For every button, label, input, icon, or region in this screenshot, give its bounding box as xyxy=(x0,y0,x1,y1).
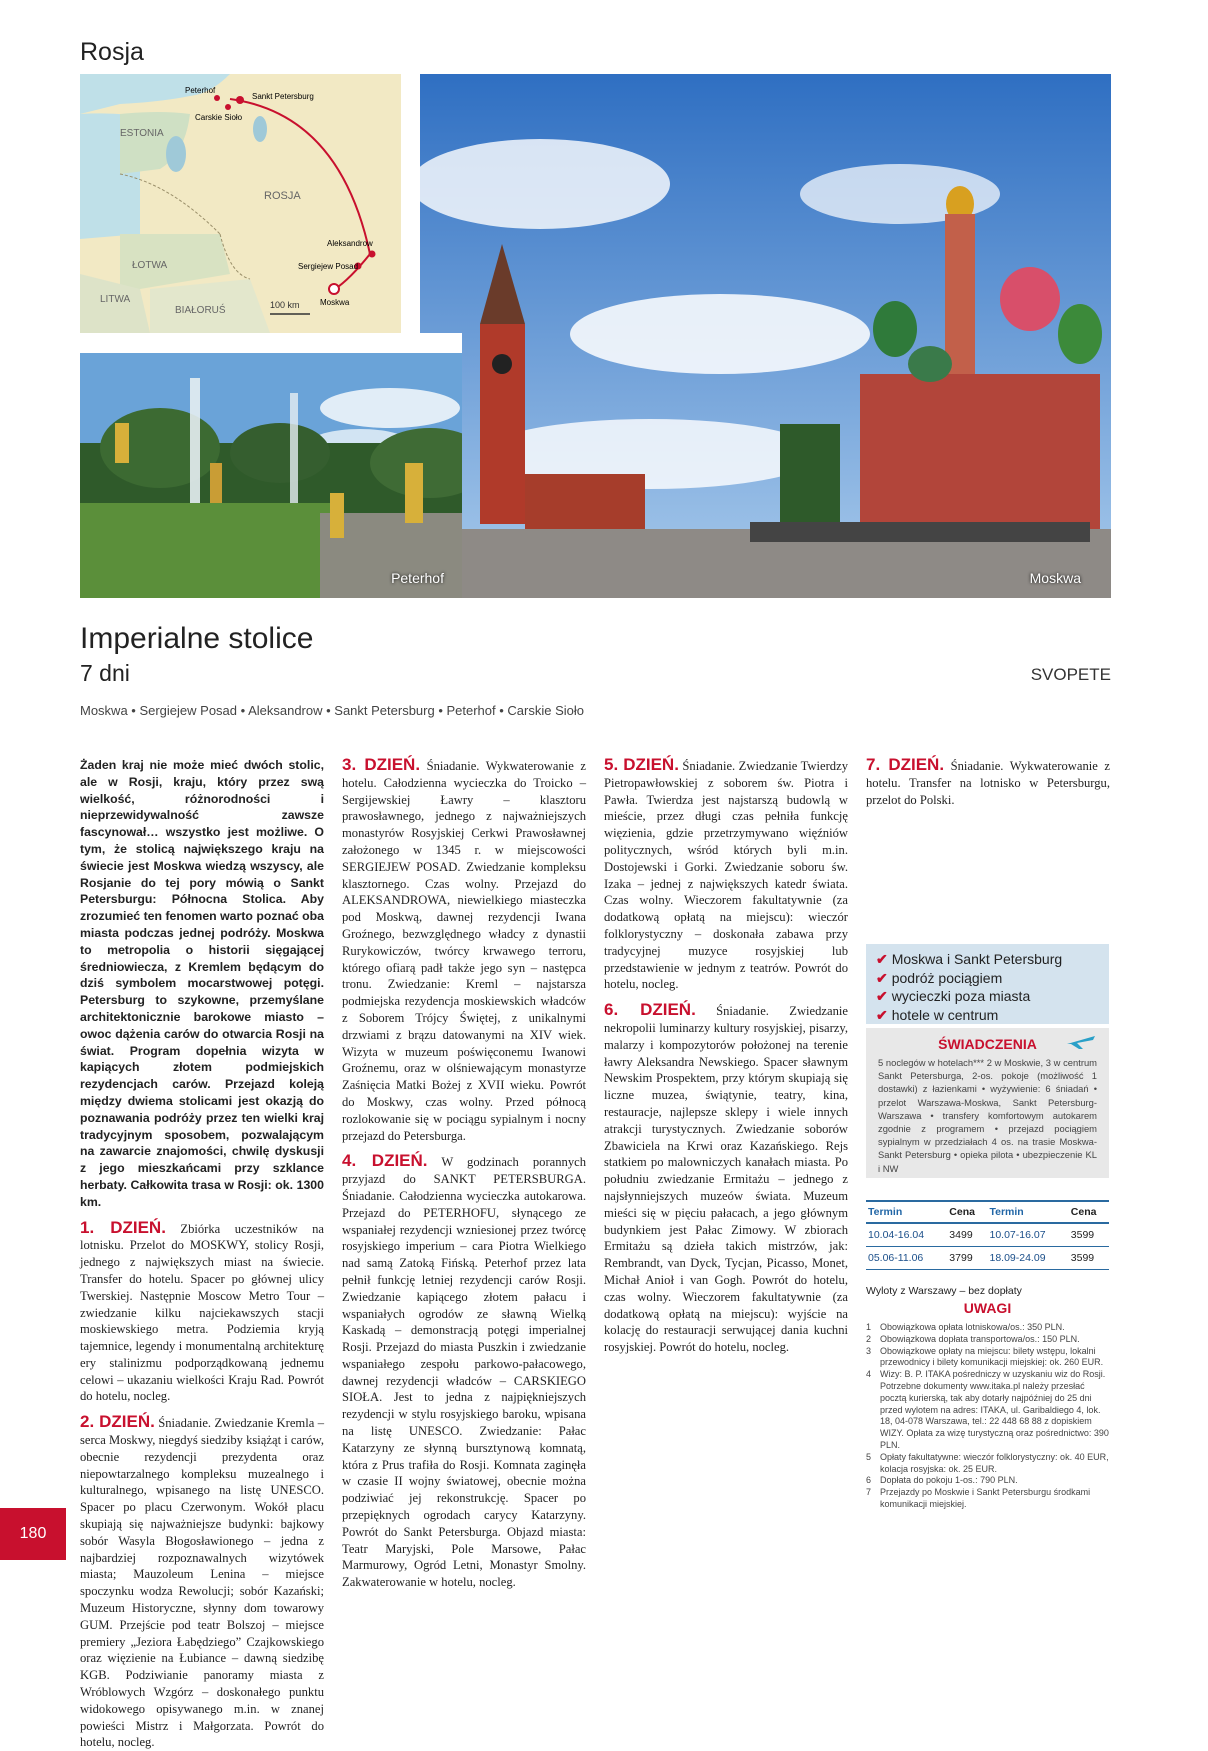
benefits-title: ŚWIADCZENIA xyxy=(938,1036,1037,1052)
check-icon: ✔ xyxy=(876,988,888,1004)
day-2 xyxy=(80,1414,324,1751)
note-item: 4 Wizy: B. P. ITAKA pośredniczy w uzyskaniu wiz do Rosji. Potrzebne dokumenty www.itaka.pl należy przesłać pocztą kurierską, tak aby dotarły najpóźniej do 25 dni przed wylotem na adres: ITAKA, ul. Garibaldiego 4, lok. 18, 04-078 Warszawa, tel.: 22 448 68 88 z dopiskiem WIZY. Opłata za wizę turystyczną oraz pośrednictwo: 390 PLN. xyxy=(866,1369,1109,1450)
label-bialorus: BIAŁORUŚ xyxy=(175,305,226,316)
check-icon: ✔ xyxy=(876,969,888,986)
header-term: Termin xyxy=(866,1201,947,1223)
moskwa-illustration xyxy=(420,74,1111,598)
note-item: 3 Obowiązkowe opłaty na miejscu: bilety wstępu, lokalni przewodnicy i bilety komunikacji miejskiej: ok. 260 EUR. xyxy=(866,1345,1104,1368)
day-7 xyxy=(866,757,1110,808)
day-heading: 7. DZIEŃ. xyxy=(866,755,945,774)
city-sergiejew-posad: Sergiejew Posad xyxy=(298,262,359,271)
tour-duration: 7 dni xyxy=(80,660,130,686)
text-column-3 xyxy=(604,757,848,1356)
photo-moskwa xyxy=(420,74,1111,598)
day-text: Śniadanie. Wykwaterowanie z hotelu. Transfer na lotnisko w Petersburgu, przelot do Polski. xyxy=(866,759,1110,807)
day-heading: 5. DZIEŃ. xyxy=(604,755,679,774)
highlight-item: ✔ hotele w centrum xyxy=(876,1006,999,1023)
header-price: Cena xyxy=(947,1201,987,1223)
highlight-item: ✔ Moskwa i Sankt Petersburg xyxy=(876,951,1063,967)
caption-peterhof: Peterhof xyxy=(391,570,444,586)
label-litwa: LITWA xyxy=(100,294,131,305)
text-column-4 xyxy=(866,757,1110,808)
day-5 xyxy=(604,757,848,993)
scale-label: 100 km xyxy=(270,300,300,310)
benefits-box xyxy=(866,1028,1109,1178)
price-cell: 3599 xyxy=(1069,1223,1109,1247)
price-cell: 3599 xyxy=(1069,1247,1109,1270)
intro-paragraph: Żaden kraj nie może mieć dwóch stolic, ale w Rosji, kraju, który przez swą wielkość, różnorodności i nieprzewidywalność zawsze fascynował… wszystko jest możliwe. O tym, że stolicą największego kraju na świecie jest Moskwa wiedzą wszyscy, ale Rosjanie do tej pory mówią o Sankt Petersburgu: Północna Stolica. Aby zrozumieć ten fenomen warto poznać oba miasta podczas jednej podróży. Moskwa to metropolia o historii sięgającej średniowiecza, z Kremlem będącym do dziś symbolem mocarstwowej potęgi. Petersburg to szykowne, przemyślane architektonicznie barokowe miasto – owoc dążenia carów do otwarcia Rosji na świat. Program dopełnia wizyta w kapiących złotem podmiejskich rezydencjach carów. Przejazd koleją między dwiema stolicami jest okazją do poznawania podróży przez ten wielki kraj tradycyjnym sposobem, pozwalającym na zawarcie znajomości, chwilę dyskusji z jego mieszkańcami przy szklance herbaty. Całkowita trasa w Rosji: ok. 1300 km. xyxy=(80,758,324,1209)
city-aleksandrow: Aleksandrow xyxy=(327,239,373,248)
term-cell: 18.09-24.09 xyxy=(987,1247,1068,1270)
photo-peterhof xyxy=(80,353,462,598)
label-estonia: ESTONIA xyxy=(120,128,164,139)
departures-note: Wyloty z Warszawy – bez dopłaty xyxy=(866,1285,1022,1297)
route-map xyxy=(80,74,401,333)
term-cell: 10.07-16.07 xyxy=(987,1223,1068,1247)
table-row xyxy=(866,1247,1109,1270)
lake-peipus xyxy=(166,136,186,172)
note-item: 1 Obowiązkowa opłata lotniskowa/os.: 350 PLN. xyxy=(866,1322,1065,1332)
benefits-text: 5 noclegów w hotelach*** 2 w Moskwie, 3 w centrum Sankt Petersburga, 2-os. pokoje (możliwość 1 dostawki) z łazienkami • wyżywienie: 6 śniadań • przelot Warszawa-Moskwa, Sankt Petersburg-Warszawa • transfery komfortowym autokarem zgodnie z programem • przejazd pociągiem sypialnym w przedziałach 4 os. na trasie Moskwa-Sankt Petersburg • opieka pilota • ubezpieczenie KL i NW xyxy=(878,1057,1097,1174)
text-column-2 xyxy=(342,757,586,1591)
tour-title: Imperialne stolice xyxy=(80,622,314,655)
text-column-1 xyxy=(80,757,324,1751)
header-term: Termin xyxy=(987,1201,1068,1223)
day-text: W godzinach porannych przyjazd do SANKT PETERSBURGA. Śniadanie. Całodzienna wycieczka autokarowa. Przejazd do PETERHOFU, słynącego ze wspaniałej rezydencji wzniesionej przez twórcę rosyjskiego imperium – cara Piotra Wielkiego nad samą Zatoką Fińską. Peterhof przez lata pełnił funkcję letniej rezydencji carów Rosji. Zwiedzanie kapiącego złotem pałacu i wspaniałych ogrodów ze sławną Wielką Kaskadą – demonstracją potęgi imperialnej Rosji. Przejazd do miasta Puszkin i zwiedzanie wspaniałego zespołu parkowo-pałacowego, dawnej rezydencji władców – CARSKIEGO SIOŁA. Jest to jedna z najpiękniejszych rezydencji w stylu rosyjskiego baroku, wpisana na listę UNESCO. Zwiedzanie: Pałac Katarzyny ze słynną bursztynową komnatą, która z Prus trafiła do Rosji. Komnata zaginęła w czasie II wojny światowej, obecnie można podziwiać jej rekonstrukcję. Spacer po przepięknych ogrodach carycy Katarzyny. Powrót do Sankt Petersburga. Objazd miasta: Teatr Maryjski, Pole Marsowe, Pałac Marmurowy, Ogród Letni, Monastyr Smolny. Zakwaterowanie w hotelu, nocleg. xyxy=(342,1155,587,1590)
caption-moskwa: Moskwa xyxy=(1029,570,1081,586)
check-icon: ✔ xyxy=(876,951,888,967)
lake-ilmen xyxy=(253,116,267,142)
day-3 xyxy=(342,757,586,1144)
day-heading: 2. DZIEŃ. xyxy=(80,1412,155,1432)
route-map-svg xyxy=(80,74,401,333)
page-number: 180 xyxy=(0,1508,66,1560)
highlight-item: ✔ wycieczki poza miasta xyxy=(876,988,1031,1004)
notes-list xyxy=(866,1322,1109,1511)
peterhof-illustration xyxy=(80,353,462,598)
label-lotwa: ŁOTWA xyxy=(132,260,168,271)
tour-route: Moskwa • Sergiejew Posad • Aleksandrow • Sankt Petersburg • Peterhof • Carskie Sioło xyxy=(80,703,584,718)
day-heading: 4. DZIEŃ. xyxy=(342,1151,428,1171)
note-item: 6 Dopłata do pokoju 1-os.: 790 PLN. xyxy=(866,1475,1018,1486)
day-heading: 6. DZIEŃ. xyxy=(604,1000,696,1020)
note-item: 2 Obowiązkowa dopłata transportowa/os.: 150 PLN. xyxy=(866,1333,1080,1344)
note-item: 5 Opłaty fakultatywne: wieczór folklorystyczny: ok. 40 EUR, kolacja rosyjska: ok. 25 EUR. xyxy=(866,1451,1109,1474)
moscow-marker xyxy=(329,284,339,294)
day-6 xyxy=(604,1002,848,1356)
day-text: Śniadanie. Zwiedzanie Kremla – serca Moskwy, niegdyś siedziby książąt i carów, obecnie rezydencji prezydenta oraz niepowtarzalnego kompleksu muzealnego i kulturalnego, wpisanego na listę UNESCO. Spacer po placu Czerwonym. Wokół placu skupiają się najważniejsze budynki: bajkowy sobór Wasyla Błogosławionego – jedna z najbardziej rozpoznawalnych wizytówek miasta; Mauzoleum Lenina – miejsce spoczynku wodza Rewolucji; sobór Kazański; Muzeum Historyczne, słynny dom towarowy GUM. Przejście pod teatr Bolszoj – miejsce premiery „Jeziora Łabędziego” Czajkowskiego oraz więzienie na Łubiance – dawną siedzibę KGB. Podziwianie panoramy miasta z Wróblowych Wzgórz – doskonałego punktu widokowego opisywanego m.in. w znanej powieści Mistrz i Małgorzata. Powrót do hotelu, nocleg. xyxy=(80,1416,324,1750)
tour-code: SVOPETE xyxy=(1030,665,1111,684)
golden-statue xyxy=(115,423,129,463)
header-price: Cena xyxy=(1069,1201,1109,1223)
notes-title: UWAGI xyxy=(963,1300,1012,1316)
spasskaya-tower xyxy=(480,324,525,524)
city-carskie-siolo: Carskie Sioło xyxy=(195,113,243,122)
highlight-item: ✔ podróż pociągiem xyxy=(876,969,1003,986)
term-cell: 10.04-16.04 xyxy=(866,1223,947,1247)
price-cell: 3499 xyxy=(947,1223,987,1247)
day-1 xyxy=(80,1217,324,1406)
day-text: Zbiórka uczestników na lotnisku. Przelot do MOSKWY, stolicy Rosji, jednego z największych miast na świecie. Transfer do hotelu. Spacer po głównej ulicy Twerskiej. Następnie Moscow Metro Tour – zwiedzanie kilku najciekawszych stacji moskiewskiego metra. Podziemia kryją tajemnice, legendy i monumentalną architekturę ery stalinizmu podporządkowaną jednemu celowi – ukazaniu wielkości Kraju Rad. Powrót do hotelu, nocleg. xyxy=(80,1221,324,1404)
day-heading: 1. DZIEŃ. xyxy=(80,1217,166,1237)
day-4 xyxy=(342,1153,586,1591)
table-row xyxy=(866,1223,1109,1247)
label-rosja: ROSJA xyxy=(264,190,301,202)
city-sankt-petersburg: Sankt Petersburg xyxy=(252,92,314,101)
country-title: Rosja xyxy=(80,38,144,66)
day-text: Śniadanie. Zwiedzanie Twierdzy Pietropawłowskiej z soborem św. Piotra i Pawła. Twierdza jest najstarszą budowlą w mieście, przez długi czas pełniła funkcję więzienia, gdzie przetrzymywano więźniów politycznych, wśród których byli m.in. Dostojewski i Gorki. Zwiedzanie soboru św. Izaka – jednej z największych katedr świata. Czas wolny. Wieczorem fakultatywnie (za dodatkową opłatą na miejscu): wieczór folklorystyczny – doskonała zabawa przy tradycyjnej muzyce rosyjskiej lub przedstawienie w jednym z teatrów. Powrót do hotelu, nocleg. xyxy=(604,759,848,992)
term-cell: 05.06-11.06 xyxy=(866,1247,947,1270)
highlights-box xyxy=(866,944,1109,1024)
check-icon: ✔ xyxy=(876,1006,888,1023)
st-basils-cathedral xyxy=(860,374,1100,534)
airplane-icon xyxy=(1065,1030,1097,1050)
city-moskwa: Moskwa xyxy=(320,298,350,307)
day-heading: 3. DZIEŃ. xyxy=(342,755,421,774)
city-peterhof: Peterhof xyxy=(185,86,216,95)
price-table xyxy=(866,1200,1109,1270)
note-item: 7 Przejazdy po Moskwie i Sankt Petersburgu środkami komunikacji miejskiej. xyxy=(866,1487,1091,1509)
price-table-header xyxy=(866,1201,1109,1223)
day-text: Śniadanie. Wykwaterowanie z hotelu. Całodzienna wycieczka do Troicko – Sergijewskiej Ławry – klasztoru prawosławnego, jednego z najważniejszych monastyrów Rosyjskiej Cerkwi Prawosławnej założonego w 1345 r. w miejscowości SERGIEJEW POSAD. Zwiedzanie kompleksu klasztornego. Czas wolny. Przejazd do ALEKSANDROWA, niewielkiego miasteczka pod Moskwą, dawnej rezydencji Iwana Groźnego, bezwzględnego władcy z dynastii Rurykowiczów, twórcy krwawego terroru, którego ofiarą padł także jego syn – następca tronu. Zwiedzanie: Kreml – najstarsza podmiejska rezydencja moskiewskich władców z Soborem Trójcy Świętej, z unikalnymi drzwiami z brązu datowanymi na XIV wiek. Wizyta w muzeum poświęconemu Iwanowi Groźnemu, oraz w olśniewającym monastyrze Zaśnięcia Matki Bożej z XVII wieku. Powrót do Moskwy, czas wolny. Przed północą rozlokowanie się w pociągu sypialnym i nocny przejazd do Petersburga. xyxy=(342,759,586,1143)
photo-divider xyxy=(400,333,462,353)
price-cell: 3799 xyxy=(947,1247,987,1270)
day-text: Śniadanie. Zwiedzanie nekropolii luminarzy kultury rosyjskiej, pisarzy, malarzy i kompozytorów położonej na terenie ławry Aleksandra Newskiego. Spacer sławnym Newskim Prospektem, przy którym skupiają się liczne muzea, świątynie, teatry, kina, restauracje, najlepsze sklepy i wiele innych atrakcji turystycznych. Zwiedzanie soborów Zbawiciela na Krwi oraz Kazańskiego. Rejs statkiem po malowniczych kanałach miasta. Po południu zwiedzanie Ermitażu – jednego z najsłynniejszych muzeów świata. Muzeum mieści się w pięciu pałacach, a jego głównym budynkiem jest Pałac Zimowy. W zbiorach Ermitażu są dzieła takich mistrzów, jak: Rembrandt, van Dyck, Tycjan, Picasso, Monet, Michał Anioł i van Gogh. Powrót do hotelu, czas wolny. Wieczorem fakultatywnie (za dodatkową opłatą na miejscu): wyjście na kolację do restauracji serwującej dania kuchni rosyjskiej. Powrót do hotelu, nocleg. xyxy=(604,1004,848,1355)
